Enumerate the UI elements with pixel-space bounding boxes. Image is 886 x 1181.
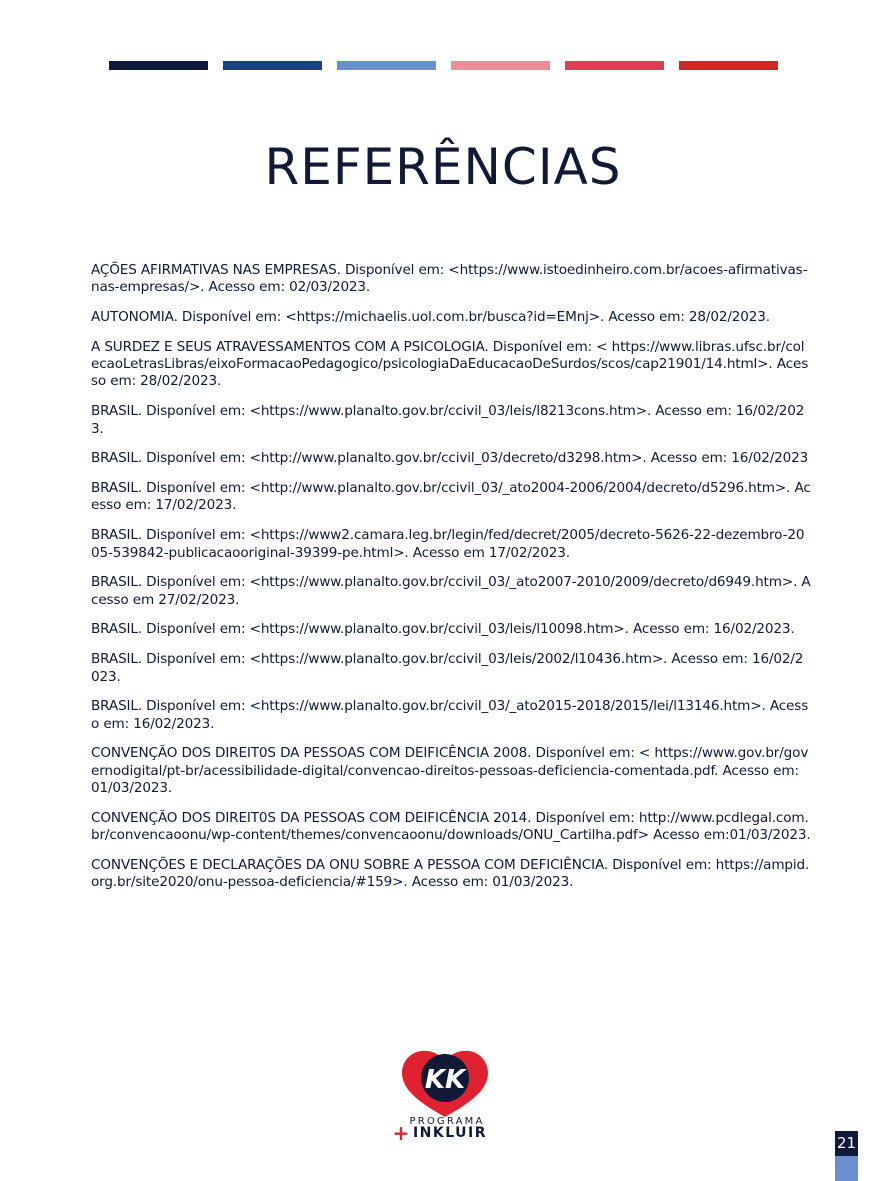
logo-programa-text: PROGRAMA <box>409 1116 485 1127</box>
color-bar-5 <box>565 61 664 70</box>
color-bar-6 <box>679 61 778 70</box>
logo-plus-sign: + <box>392 1121 410 1145</box>
reference-item: BRASIL. Disponível em: <https://www.planalto.gov.br/ccivil_03/leis/2002/l10436.htm>. Acesso em: 16/02/2023. <box>91 651 804 685</box>
reference-item: BRASIL. Disponível em: <https://www.planalto.gov.br/ccivil_03/leis/l8213cons.htm>. Acesso em: 16/02/2023. <box>91 403 805 437</box>
reference-item: AÇÕES AFIRMATIVAS NAS EMPRESAS. Disponível em: <https://www.istoedinheiro.com.br/acoes-afirmativas-nas-empresas/>. Acesso em: 02/03/2023. <box>91 262 808 296</box>
reference-item: A SURDEZ E SEUS ATRAVESSAMENTOS COM A PSICOLOGIA. Disponível em: < https://www.libras.ufsc.br/colecaoLetrasLibras/eixoFormacaoPedagogico/psicologiaDaEducacaoDeSurdos/scos/cap21901/14.html>. Acesso em: 28/02/2023. <box>91 338 809 390</box>
reference-item: BRASIL. Disponível em: <https://www.planalto.gov.br/ccivil_03/_ato2015-2018/2015/lei/l13146.htm>. Acesso em: 16/02/2023. <box>91 698 809 732</box>
page-number-tab <box>835 1156 858 1181</box>
reference-item: BRASIL. Disponível em: <http://www.planalto.gov.br/ccivil_03/_ato2004-2006/2004/decreto/d5296.htm>. Acesso em: 17/02/2023. <box>91 480 811 514</box>
reference-item: BRASIL. Disponível em: <http://www.planalto.gov.br/ccivil_03/decreto/d3298.htm>. Acesso em: 16/02/2023 <box>91 450 809 467</box>
reference-item: BRASIL. Disponível em: <https://www.planalto.gov.br/ccivil_03/_ato2007-2010/2009/decreto/d6949.htm>. Acesso em 27/02/2023. <box>91 574 811 608</box>
color-bar-2 <box>223 61 322 70</box>
page-number: 21 <box>835 1131 858 1156</box>
logo-monogram: KK <box>424 1065 466 1095</box>
reference-item: BRASIL. Disponível em: <https://www2.camara.leg.br/legin/fed/decret/2005/decreto-5626-22-dezembro-2005-539842-publicacaooriginal-39399-pe.html>. Acesso em 17/02/2023. <box>91 527 805 561</box>
programa-inkluir-logo <box>390 1045 500 1145</box>
color-bar-4 <box>451 61 550 70</box>
color-bar-3 <box>337 61 436 70</box>
reference-item: CONVENÇÃO DOS DIREIT0S DA PESSOAS COM DEIFICÊNCIA 2008. Disponível em: < https://www.gov.br/governodigital/pt-br/acessibilidade-digital/convencao-direitos-pessoas-deficiencia-comentada.pdf. Acesso em: 01/03/2023. <box>91 745 809 797</box>
reference-item: CONVENÇÃO DOS DIREIT0S DA PESSOAS COM DEIFICÊNCIA 2014. Disponível em: http://www.pcdlegal.com.br/convencaoonu/wp-content/themes/convencaoonu/downloads/ONU_Cartilha.pdf> Acesso em:01/03/2023. <box>91 809 811 844</box>
reference-item: AUTONOMIA. Disponível em: <https://michaelis.uol.com.br/busca?id=EMnj>. Acesso em: 28/02/2023. <box>91 309 770 326</box>
color-bar-1 <box>109 61 208 70</box>
page-title: REFERÊNCIAS <box>264 138 622 196</box>
reference-item: CONVENÇÕES E DECLARAÇÕES DA ONU SOBRE A PESSOA COM DEFICIÊNCIA. Disponível em: https://ampid.org.br/site2020/onu-pessoa-deficiencia/#159>. Acesso em: 01/03/2023. <box>91 856 810 891</box>
reference-item: BRASIL. Disponível em: <https://www.planalto.gov.br/ccivil_03/leis/l10098.htm>. Acesso em: 16/02/2023. <box>91 621 795 638</box>
reference-list <box>91 262 811 904</box>
logo-inkluir-text: INKLUIR <box>412 1125 488 1141</box>
